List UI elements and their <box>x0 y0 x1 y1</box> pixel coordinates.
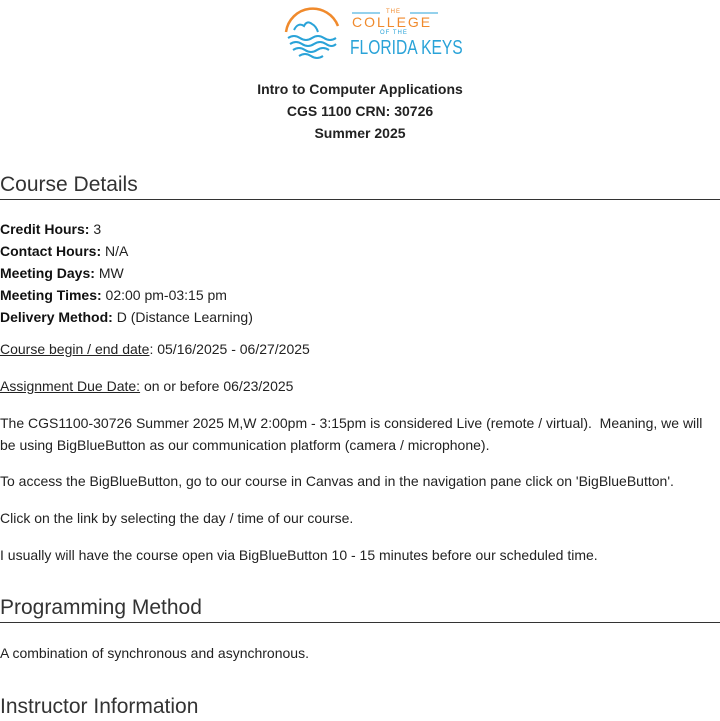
field-label: Contact Hours: <box>0 243 102 259</box>
field-label: Meeting Days: <box>0 265 95 281</box>
instructor-information-heading: Instructor Information <box>0 695 199 718</box>
field-value: MW <box>98 265 124 281</box>
course-title: Intro to Computer Applications <box>257 81 463 97</box>
field-value: D (Distance Learning) <box>116 309 253 325</box>
logo-text-the: THE <box>386 9 401 15</box>
link-paragraph: Click on the link by selecting the day / time of our course. <box>0 510 354 526</box>
course-dates-label: Course begin / end date <box>0 341 150 357</box>
assignment-due-value: on or before 06/23/2025 <box>140 378 294 394</box>
assignment-due-label: Assignment Due Date: <box>0 378 141 394</box>
meeting-times-row <box>0 284 227 306</box>
course-header <box>0 78 720 144</box>
contact-hours-row <box>0 240 128 262</box>
college-logo <box>282 4 463 62</box>
course-term: Summer 2025 <box>314 125 406 141</box>
logo-text-florida-keys: FLORIDA KEYS <box>350 37 463 59</box>
field-value: 02:00 pm-03:15 pm <box>105 287 227 303</box>
course-code: CGS 1100 CRN: 30726 <box>286 103 434 119</box>
logo-text-of-the: OF THE <box>380 30 408 36</box>
course-dates-value: : 05/16/2025 - 06/27/2025 <box>149 341 310 357</box>
credit-hours-row <box>0 218 101 240</box>
open-early-paragraph: I usually will have the course open via BigBlueButton 10 - 15 minutes before our scheduled time. <box>0 547 598 563</box>
logo-text-college: COLLEGE <box>352 14 433 30</box>
meeting-days-row <box>0 262 124 284</box>
assignment-due-row <box>0 375 293 397</box>
course-dates-row <box>0 338 310 360</box>
live-session-paragraph: The CGS1100-30726 Summer 2025 M,W 2:00pm - 3:15pm is considered Live (remote / virtual). Meaning, we will be using BigBlueButton as our communication platform (camera / microphone). <box>0 415 707 453</box>
field-value: N/A <box>105 243 129 259</box>
field-value: 3 <box>93 221 102 237</box>
delivery-method-row <box>0 306 253 328</box>
field-label: Meeting Times: <box>0 287 102 303</box>
field-label: Credit Hours: <box>0 221 90 237</box>
access-paragraph: To access the BigBlueButton, go to our course in Canvas and in the navigation pane click on 'BigBlueButton'. <box>0 473 674 489</box>
course-details-heading: Course Details <box>0 173 720 200</box>
programming-method-text: A combination of synchronous and asynchronous. <box>0 645 309 661</box>
programming-method-heading: Programming Method <box>0 596 720 623</box>
field-label: Delivery Method: <box>0 309 113 325</box>
